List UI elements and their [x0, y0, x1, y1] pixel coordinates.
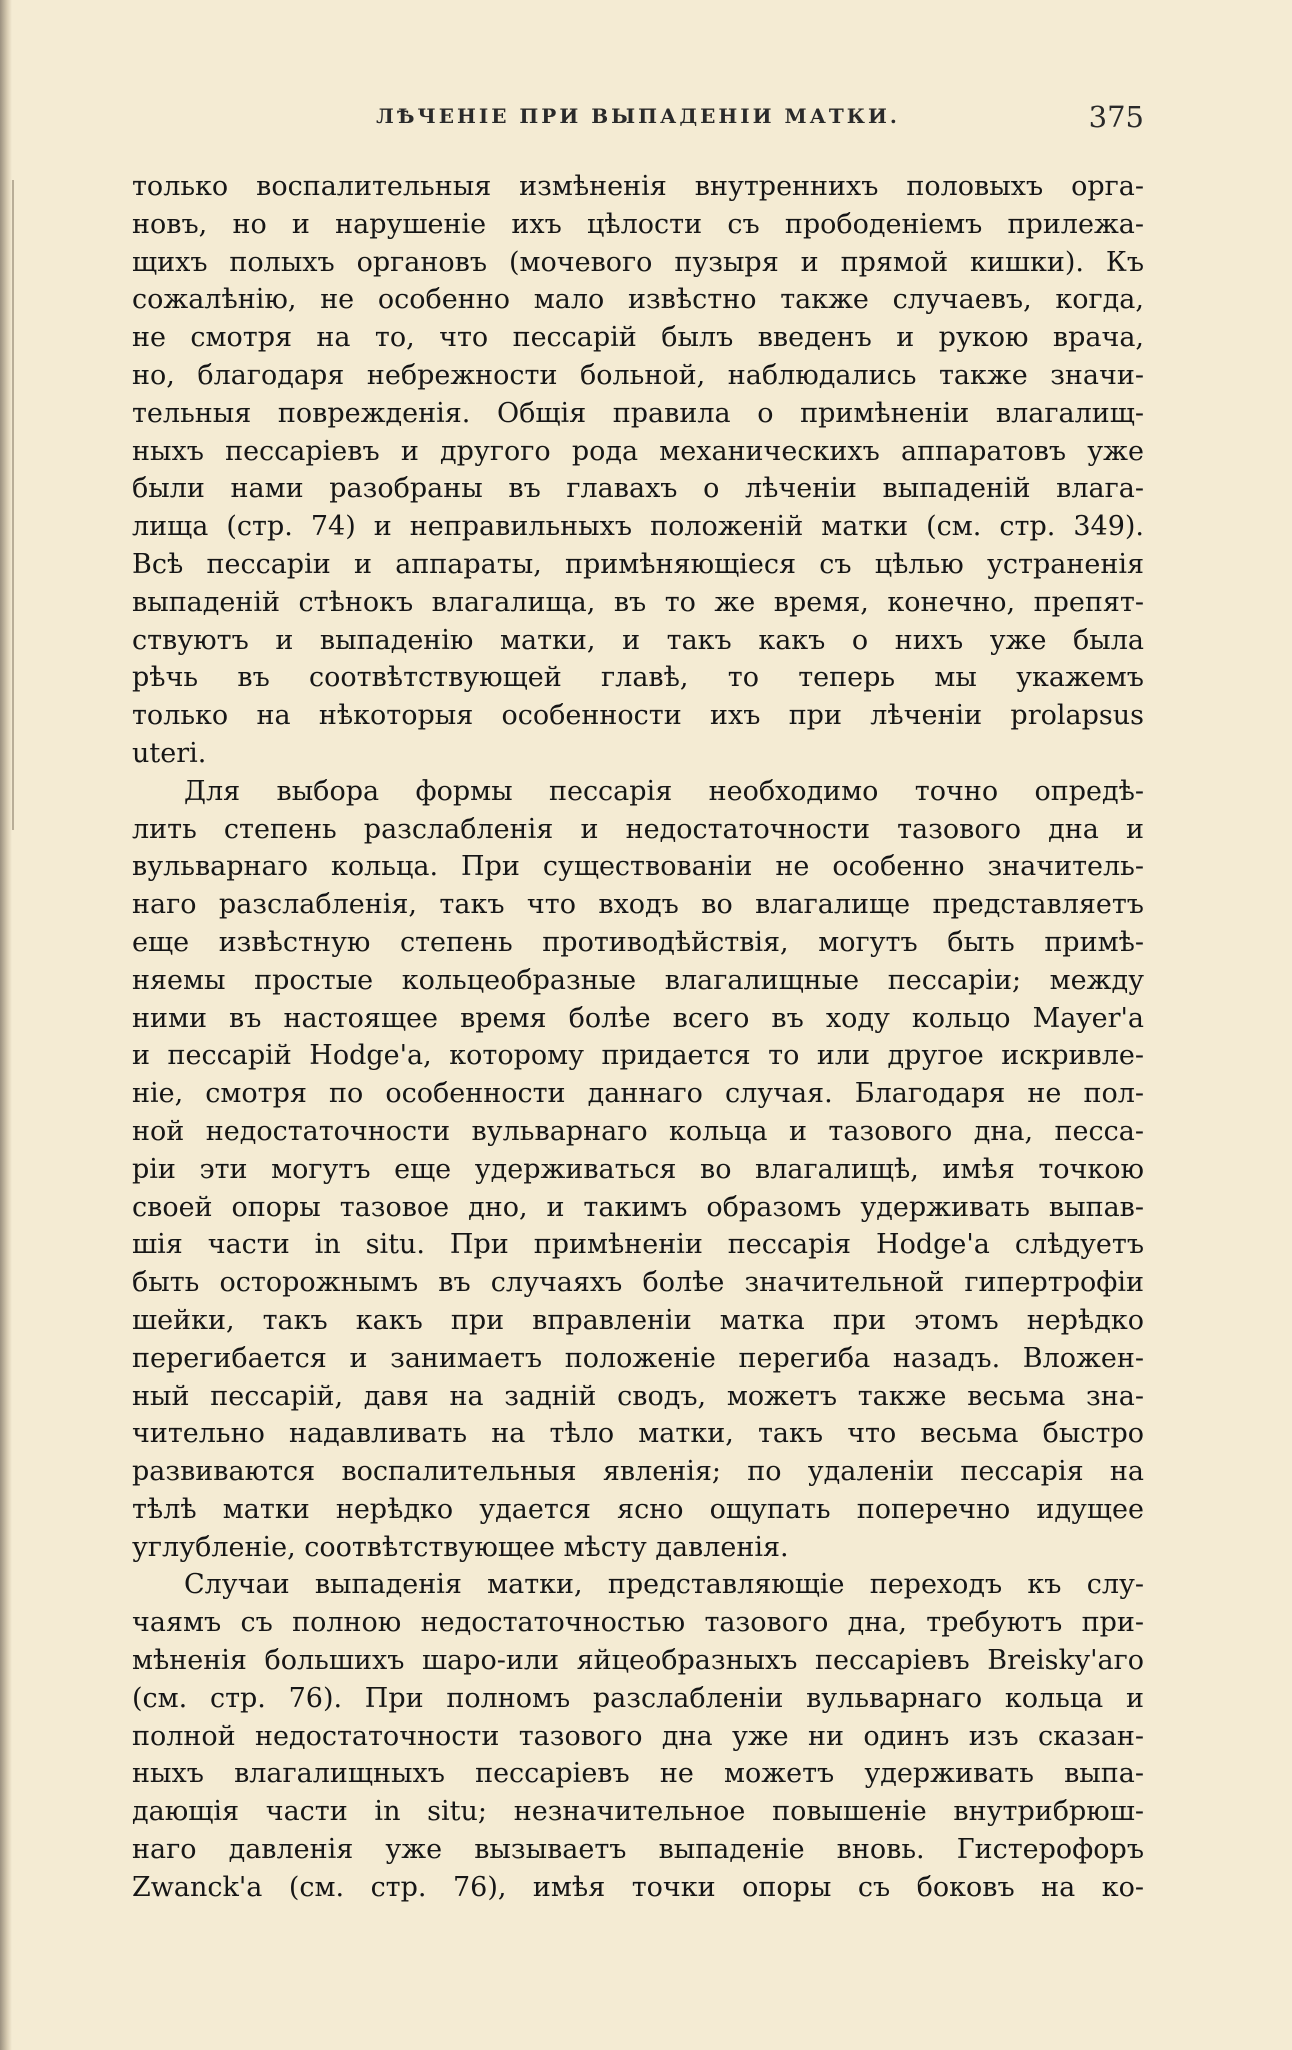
text-line: наго давленія уже вызываетъ выпаденіе вновь. Гистерофоръ	[132, 1834, 1144, 1866]
text-line: только воспалительныя измѣненія внутреннихъ половыхъ орга-	[132, 171, 1144, 202]
text-line: чительно надавливать на тѣло матки, такъ что весьма быстро	[132, 1418, 1144, 1450]
body-text	[132, 168, 1144, 1907]
text-line: Для выбора формы пессарія необходимо точно опредѣ-	[184, 775, 1144, 807]
text-line: вульварнаго кольца. При существованіи не особенно значитель-	[132, 851, 1144, 883]
page-left-edge-line	[12, 180, 14, 830]
text-line: ный пессарій, давя на задній сводъ, можетъ также весьма зна-	[132, 1380, 1144, 1412]
text-line: няемы простые кольцеобразные влагалищные пессаріи; между	[132, 964, 1144, 996]
text-line: (см. стр. 76). При полномъ разслабленіи вульварнаго кольца и	[132, 1682, 1144, 1714]
text-line: Случаи выпаденія матки, представляющіе переходъ къ слу-	[184, 1569, 1144, 1601]
text-line: ніе, смотря по особенности даннаго случая. Благодаря не пол-	[132, 1078, 1144, 1110]
page-left-edge-shadow	[0, 0, 12, 2050]
text-line: шія части in situ. При примѣненіи пессарія Hodge'а слѣдуетъ	[132, 1229, 1144, 1261]
text-line: тельныя поврежденія. Общія правила о примѣненіи влагалищ-	[132, 397, 1144, 429]
text-line: не смотря на то, что пессарій былъ введенъ и рукою врача,	[132, 322, 1144, 354]
text-line: ріи эти могутъ еще удерживаться во влагалищѣ, имѣя точкою	[132, 1153, 1144, 1185]
text-line: были нами разобраны въ главахъ о лѣченіи выпаденій влага-	[132, 473, 1144, 505]
text-line: Zwanck'а (см. стр. 76), имѣя точки опоры съ боковъ на ко-	[132, 1871, 1144, 1903]
text-line: рѣчь въ соотвѣтствующей главѣ, то теперь мы укажемъ	[132, 662, 1144, 694]
page-number: 375	[1088, 100, 1144, 134]
text-line: быть осторожнымъ въ случаяхъ болѣе значительной гипертрофіи	[132, 1267, 1144, 1299]
text-line: дающія части in situ; незначительное повышеніе внутрибрюш-	[132, 1796, 1144, 1828]
text-line: только на нѣкоторыя особенности ихъ при лѣченіи prolapsus	[132, 700, 1144, 732]
text-line: и пессарій Hodge'а, которому придается то или другое искривле-	[132, 1040, 1144, 1072]
page-header	[132, 100, 1144, 140]
text-line: ныхъ пессаріевъ и другого рода механическихъ аппаратовъ уже	[132, 435, 1144, 467]
text-line: выпаденій стѣнокъ влагалища, въ то же время, конечно, препят-	[132, 586, 1144, 618]
text-line: полной недостаточности тазового дна уже ни одинъ изъ сказан-	[132, 1720, 1144, 1752]
text-line: uteri.	[132, 737, 207, 769]
running-title: ЛѢЧЕНІЕ ПРИ ВЫПАДЕНІИ МАТКИ.	[376, 104, 900, 128]
text-line: лища (стр. 74) и неправильныхъ положеній матки (см. стр. 349).	[132, 511, 1144, 543]
text-line: перегибается и занимаетъ положеніе перегиба назадъ. Вложен-	[132, 1342, 1144, 1374]
text-line: ныхъ влагалищныхъ пессаріевъ не можетъ удерживать выпа-	[132, 1758, 1144, 1790]
text-line: новъ, но и нарушеніе ихъ цѣлости съ прободеніемъ прилежа-	[132, 208, 1144, 240]
text-line: шейки, такъ какъ при вправленіи матка при этомъ нерѣдко	[132, 1304, 1144, 1336]
text-line: развиваются воспалительныя явленія; по удаленіи пессарія на	[132, 1456, 1144, 1488]
text-line: наго разслабленія, такъ что входъ во влагалище представляетъ	[132, 889, 1144, 921]
text-line: мѣненія большихъ шаро-или яйцеобразныхъ пессаріевъ Breisky'аго	[132, 1645, 1144, 1677]
text-line: щихъ полыхъ органовъ (мочевого пузыря и прямой кишки). Къ	[132, 246, 1144, 278]
text-line: еще извѣстную степень противодѣйствія, могутъ быть примѣ-	[132, 926, 1144, 958]
text-line: чаямъ съ полною недостаточностью тазового дна, требуютъ при-	[132, 1607, 1144, 1639]
text-line: углубленіе, соотвѣтствующее мѣсту давленія.	[132, 1531, 789, 1563]
text-line: ствуютъ и выпаденію матки, и такъ какъ о нихъ уже была	[132, 624, 1144, 656]
text-line: ной недостаточности вульварнаго кольца и тазового дна, песса-	[132, 1115, 1144, 1147]
text-line: лить степень разслабленія и недостаточности тазового дна и	[132, 813, 1144, 845]
text-line: Всѣ пессаріи и аппараты, примѣняющіеся съ цѣлью устраненія	[132, 548, 1144, 580]
text-line: ними въ настоящее время болѣе всего въ ходу кольцо Mayer'а	[132, 1002, 1144, 1034]
text-line: сожалѣнію, не особенно мало извѣстно также случаевъ, когда,	[132, 284, 1144, 316]
text-line: тѣлѣ матки нерѣдко удается ясно ощупать поперечно идущее	[132, 1493, 1144, 1525]
text-line: своей опоры тазовое дно, и такимъ образомъ удерживать выпав-	[132, 1191, 1144, 1223]
text-line: но, благодаря небрежности больной, наблюдались также значи-	[132, 359, 1144, 391]
